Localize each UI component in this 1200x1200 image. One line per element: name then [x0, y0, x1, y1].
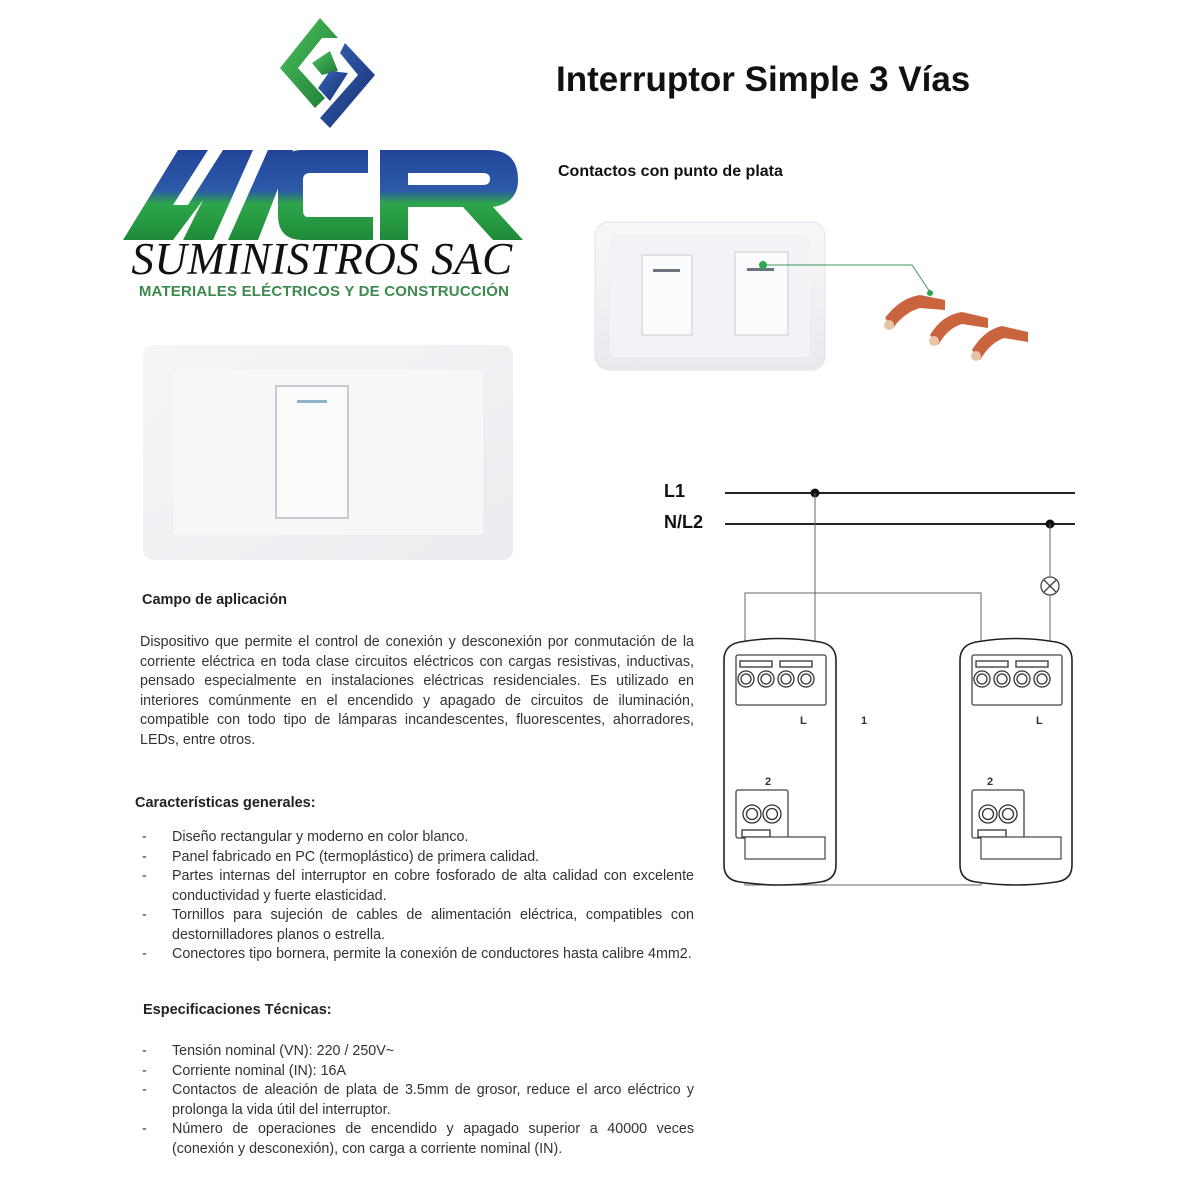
single-switch-photo — [138, 335, 518, 570]
label-terminal-1: 1 — [861, 715, 868, 727]
list-item: - Tensión nominal (VN): 220 / 250V~ — [142, 1043, 395, 1059]
list-item: - Panel fabricado en PC (termoplástico) de primera calidad. — [142, 848, 540, 865]
list-item: - Corriente nominal (IN): 16A — [142, 1062, 347, 1079]
label-nl2: N/L2 — [664, 512, 704, 532]
label-l1: L1 — [664, 481, 686, 501]
list-item: - Número de operaciones de encendido y apagado superior a 40000 veces (conexión y desconexión), con carga a corriente nominal (IN). — [142, 1121, 694, 1157]
right-switch-diagram — [960, 639, 1072, 886]
svg-text:L: L — [800, 715, 807, 727]
caracteristicas-list — [138, 828, 694, 965]
copper-contacts — [884, 295, 1028, 361]
subtitle: Contactos con punto de plata — [558, 163, 783, 180]
section-heading-campo: Campo de aplicación — [142, 592, 288, 608]
left-switch-diagram — [724, 639, 836, 886]
wiring-diagram — [640, 470, 1090, 900]
especificaciones-list — [138, 1042, 694, 1159]
list-item: - Diseño rectangular y moderno en color blanco. — [142, 829, 469, 845]
svg-text:2: 2 — [765, 776, 772, 788]
svg-text:L: L — [1036, 715, 1043, 727]
list-item: - Partes internas del interruptor en cobre fosforado de alta calidad con excelente conductividad y fuerte elasticidad. — [142, 868, 694, 904]
page-title: Interruptor Simple 3 Vías — [556, 60, 971, 99]
lamp-icon — [1041, 577, 1059, 595]
section-heading-caracteristicas: Características generales: — [135, 795, 316, 811]
company-name: SUMINISTROS SAC — [131, 234, 513, 284]
double-switch-photo — [590, 210, 1040, 385]
company-tagline: MATERIALES ELÉCTRICOS Y DE CONSTRUCCIÓN — [138, 283, 510, 300]
campo-paragraph: Dispositivo que permite el control de conexión y desconexión por conmutación de la corriente eléctrica en toda clase circuitos eléctricos con cargas resistivas, inductivas, pensado especialmente en instalaciones eléctricas residenciales. Es utilizado en interiores comúnmente en el encendido y apagado de circuitos de iluminación, compatible con todo tipo de lámparas incandescentes, fluorescentes, ahorradores, LEDs, entre otros. — [140, 634, 694, 748]
mcr-letters-logo — [118, 145, 528, 245]
list-item: - Tornillos para sujeción de cables de alimentación eléctrica, compatibles con destornilladores planos o estrella. — [142, 907, 694, 943]
list-item: - Contactos de aleación de plata de 3.5mm de grosor, reduce el arco eléctrico y prolonga la vida útil del interruptor. — [142, 1082, 694, 1118]
section-heading-especificaciones: Especificaciones Técnicas: — [143, 1002, 332, 1018]
svg-text:2: 2 — [987, 776, 994, 788]
silver-contact-marker — [759, 261, 767, 269]
list-item: - Conectores tipo bornera, permite la conexión de conductores hasta calibre 4mm2. — [142, 946, 692, 962]
diamond-emblem-icon — [260, 13, 390, 138]
company-logo — [110, 5, 530, 305]
